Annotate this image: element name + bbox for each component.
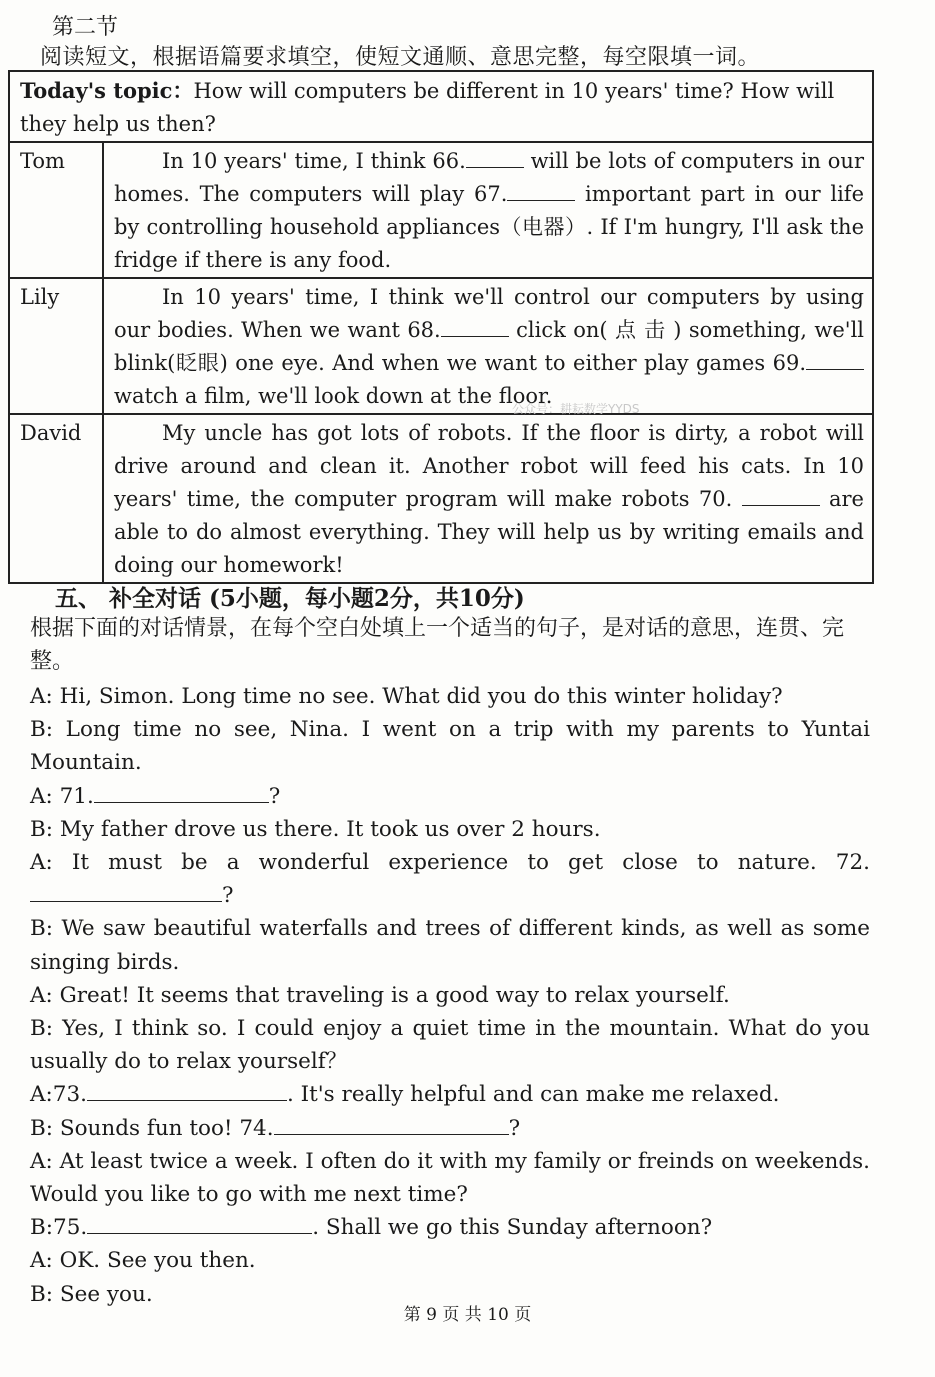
part5-title: 五、 补全对话 (5小题，每小题2分，共10分) [55, 585, 525, 612]
dialogue-line: B: Yes, I think so. I could enjoy a quiet time in the mountain. What do you usually do to relax yourself？ [30, 1016, 870, 1075]
passage-table [8, 70, 874, 584]
line-text: . Shall we go this Sunday afternoon? [312, 1215, 713, 1241]
blank-75[interactable] [87, 1213, 312, 1234]
text-segment: are able to do almost everything. They will help us by writing emails and doing our homework! [114, 487, 864, 577]
table-row [9, 142, 873, 278]
topic-cell [9, 71, 873, 142]
line-text: A: 71. [30, 783, 94, 809]
blank-71[interactable] [94, 782, 269, 803]
part5-instruction: 根据下面的对话情景，在每个空白处填上一个适当的句子，是对话的意思，连贯、完整。 [30, 616, 845, 674]
page-number: 第 9 页 共 10 页 [403, 1305, 532, 1325]
line-text: . It's really helpful and can make me relaxed. [286, 1082, 780, 1108]
speaker-text [103, 278, 873, 414]
line-text: A: It must be a wonderful experience to get close to nature. 72. [30, 850, 870, 876]
line-text: B: Sounds fun too! 74. [30, 1115, 274, 1141]
line-text: ? [508, 1115, 521, 1141]
dialogue-line [30, 846, 870, 912]
blank-69[interactable] [806, 349, 864, 370]
dialogue-line [30, 1112, 870, 1145]
text-segment: will be lots of computers in our homes. The computers will play 67. [114, 149, 864, 206]
dialogue-line: A: OK. See you then. [30, 1248, 256, 1274]
speaker-name: Lily [9, 278, 103, 414]
dialogue-line [30, 780, 870, 813]
dialogue-line: B: Long time no see, Nina. I went on a trip with my parents to Yuntai Mountain. [30, 717, 870, 776]
blank-72[interactable] [30, 881, 222, 902]
line-text: B:75. [30, 1215, 88, 1241]
line-text: A:73. [30, 1082, 87, 1108]
speaker-name: Tom [9, 142, 103, 278]
dialogue-line: A: Hi, Simon. Long time no see. What did you do this winter holiday? [30, 684, 783, 709]
blank-70[interactable] [742, 485, 820, 506]
blank-74[interactable] [274, 1114, 509, 1135]
section-instruction: 阅读短文，根据语篇要求填空，使短文通顺、意思完整，每空限填一词。 [40, 45, 761, 70]
speaker-name: David [9, 414, 103, 583]
topic-label: Today's topic： [20, 78, 194, 103]
dialogue-line: A: At least twice a week. I often do it with my family or freinds on weekends. Would you like to go with me next time? [30, 1148, 870, 1208]
dialogue-line: B: We saw beautiful waterfalls and trees of different kinds, as well as some singing birds. [30, 916, 870, 975]
dialogue-line: B: See you. [30, 1281, 153, 1307]
topic-row [9, 71, 873, 142]
table-row [9, 278, 873, 414]
blank-67[interactable] [507, 180, 575, 201]
dialogue-line [30, 1211, 870, 1244]
dialogue-line: A: Great! It seems that traveling is a good way to relax yourself. [30, 982, 730, 1008]
blank-68[interactable] [441, 316, 509, 337]
table-row [9, 414, 873, 583]
watermark: 公众号：耕耘数学YYDS [512, 402, 640, 416]
text-segment: important part in our life by controlling household appliances（电器）. If I'm hungry, I'll ask the fridge if there is any food. [114, 182, 864, 272]
dialogue [30, 680, 870, 1311]
blank-66[interactable] [466, 147, 524, 168]
text-segment: watch a film, we'll look down at the floor. [114, 384, 553, 408]
line-text: ? [268, 783, 281, 809]
text-segment: In 10 years' time, I think 66. [162, 149, 466, 173]
speaker-text [103, 142, 873, 278]
dialogue-line: B: My father drove us there. It took us over 2 hours. [30, 816, 601, 842]
text-segment: My uncle has got lots of robots. If the floor is dirty, a robot will drive around and clean it. Another robot will feed his cats. In 10 years' time, the computer program will make robots 70. [114, 421, 864, 511]
text-segment: click on( 点 击 ) something, we'll blink(眨眼) one eye. And when we want to either play games 69. [114, 318, 865, 375]
text-segment: In 10 years' time, I think we'll control our computers by using our bodies. When we want 68. [114, 285, 864, 342]
speaker-text [103, 414, 873, 583]
blank-73[interactable] [87, 1080, 287, 1101]
topic-text: How will computers be different in 10 years' time? How will they help us then? [20, 79, 835, 136]
section-title: 第二节 [52, 15, 119, 40]
line-text: ? [222, 883, 234, 909]
dialogue-line [30, 1078, 870, 1111]
